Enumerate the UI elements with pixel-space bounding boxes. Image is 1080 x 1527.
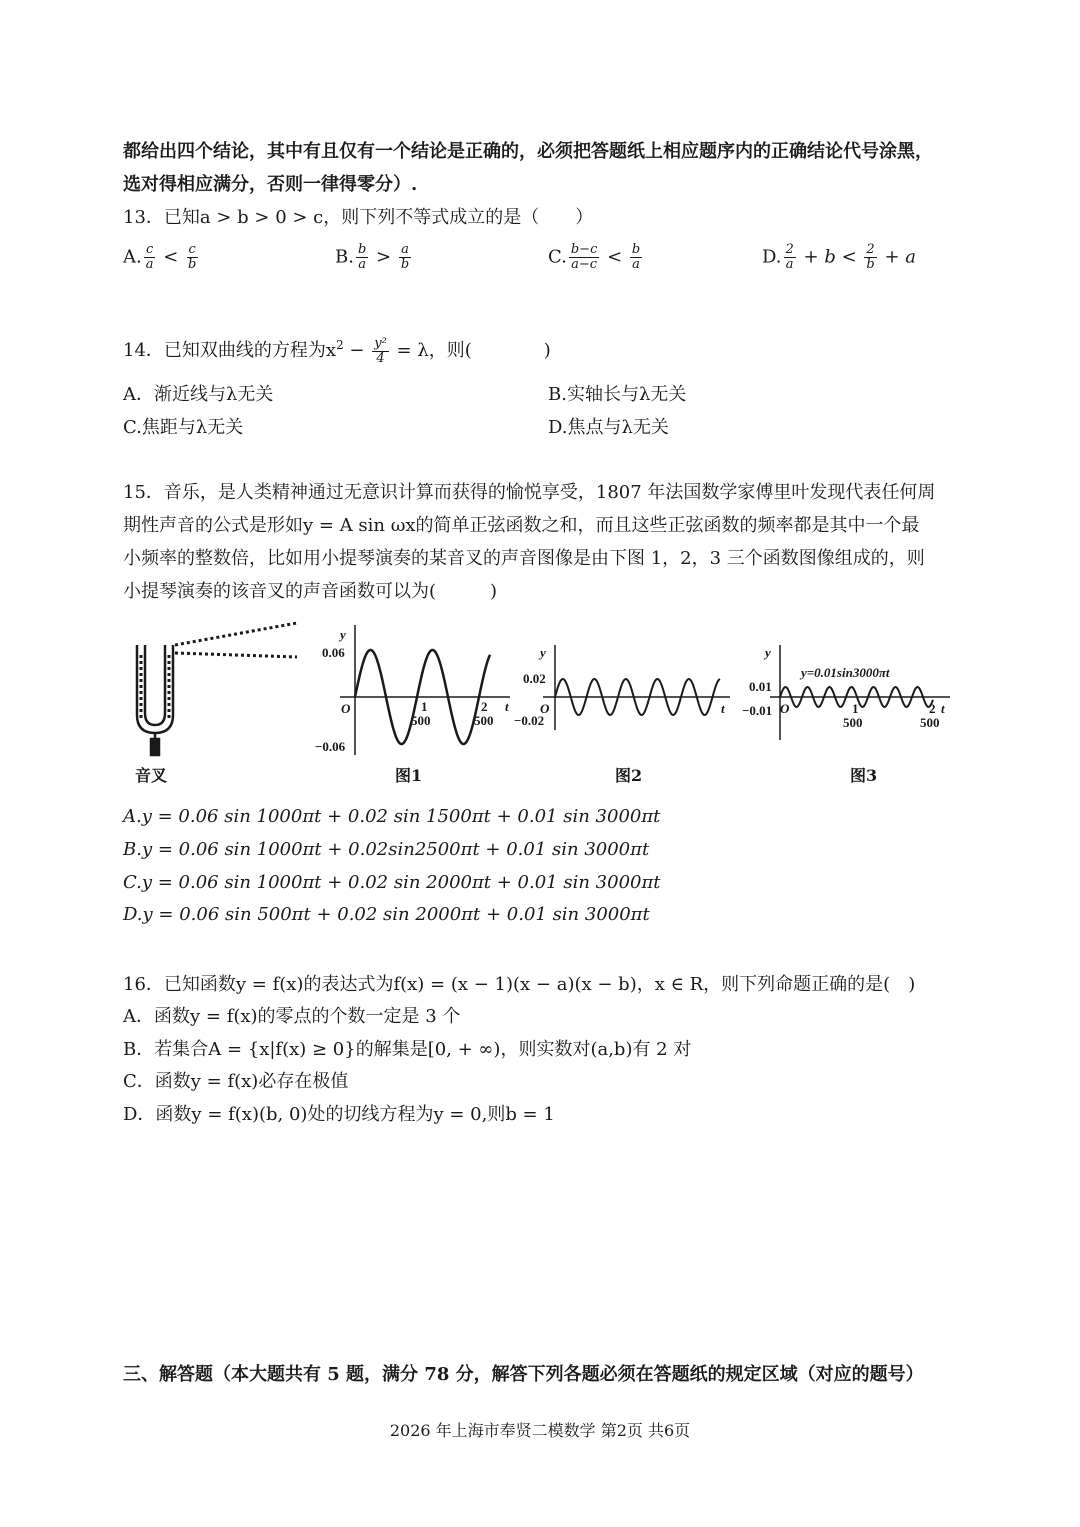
q13-option-d-label: D. [762,246,782,268]
section-3-heading: 三、解答题（本大题共有 5 题，满分 78 分，解答下列各题必须在答题纸的规定区域（对应的题号） [123,1364,924,1385]
q16-option-a: A．函数y = f(x)的零点的个数一定是 3 个 [123,1006,461,1027]
q15-line-3: 小频率的整数倍，比如用小提琴演奏的某音叉的声音图像是由下图 1，2，3 三个函数图像组成的，则 [123,548,925,569]
fig2-y-min: −0.02 [514,713,545,728]
fig1-tick2-num: 2 [481,699,488,714]
q13-option-b-label: B. [335,246,354,268]
q13-option-d: D. $\frac{2}{a}$ + b < $\frac{2}{b}$ + a [762,242,916,272]
fig2-label: 图2 [615,766,643,785]
fig3-tick1-num: 1 [852,701,859,716]
q16-option-c: C．函数y = f(x)必存在极值 [123,1071,349,1092]
q14-stem-pre: 14．已知双曲线的方程为x [123,340,337,361]
fig3-tick1-den: 500 [843,715,863,730]
fig1-y-min: −0.06 [315,739,346,754]
fig2-x-axis-label: t [721,701,725,716]
fig1-origin: O [341,701,351,716]
fig1-tick2-den: 500 [474,713,494,728]
page-footer: 2026 年上海市奉贤二模数学 第2页 共6页 [389,1421,691,1440]
fig1-y-axis-label: y [340,627,346,642]
fig3-label: 图3 [850,766,878,785]
q15-option-b: B.y = 0.06 sin 1000πt + 0.02sin2500πt + 0.01 sin 3000πt [123,839,650,860]
q16-option-d: D．函数y = f(x)(b, 0)处的切线方程为y = 0,则b = 1 [123,1104,555,1125]
intro-line-1: 都给出四个结论，其中有且仅有一个结论是正确的，必须把答题纸上相应题序内的正确结论代号涂黑， [123,141,933,162]
q15-option-a: A.y = 0.06 sin 1000πt + 0.02 sin 1500πt + 0.01 sin 3000πt [123,806,661,827]
tuning-fork-drawing [137,623,297,755]
fig2-y-max: 0.02 [523,671,546,686]
fig3-formula: y=0.01sin3000πt [801,665,890,680]
tuning-fork-label: 音叉 [135,766,168,785]
q15-line-2: 期性声音的公式是形如y = A sin ωx的简单正弦函数之和，而且这些正弦函数的频率都是其中一个最 [123,515,920,536]
q15-option-d: D.y = 0.06 sin 500πt + 0.02 sin 2000πt + 0.01 sin 3000πt [123,904,650,925]
q14-option-d: D.焦点与λ无关 [548,417,669,438]
fig2-origin: O [540,701,550,716]
q13-option-c: C. $\frac{b-c}{a-c}$ < $\frac{b}{a}$ [548,242,641,272]
q14-stem-post: = λ，则( ) [396,340,551,361]
intro-line-2: 选对得相应满分，否则一律得零分）. [123,174,418,195]
q15-line-1: 15．音乐，是人类精神通过无意识计算而获得的愉悦享受，1807 年法国数学家傅里叶发现代表任何周 [123,482,936,503]
fig1-tick1-num: 1 [421,699,428,714]
q14-option-b: B.实轴长与λ无关 [548,384,687,405]
q13-option-a: A. $\frac{c}{a}$ < $\frac{c}{b}$ [123,242,197,272]
q15-line-4: 小提琴演奏的该音叉的声音函数可以为( ) [123,581,498,602]
fig1-tick1-den: 500 [411,713,431,728]
q13-stem: 13．已知a > b > 0 > c，则下列不等式成立的是（ ） [123,207,594,228]
fig3-origin: O [780,701,790,716]
q16-option-b: B．若集合A = {x|f(x) ≥ 0}的解集是[0, + ∞)，则实数对(a,b)有 2 对 [123,1039,692,1060]
fig1-y-max: 0.06 [322,645,345,660]
q14-option-a: A．渐近线与λ无关 [123,384,274,405]
fig3-y-axis-label: y [765,645,771,660]
fig3-y-max: 0.01 [749,679,772,694]
fig1-label: 图1 [395,766,423,785]
fig3-tick2-num: 2 [929,701,936,716]
q14-option-c: C.焦距与λ无关 [123,417,244,438]
q15-option-c: C.y = 0.06 sin 1000πt + 0.02 sin 2000πt + 0.01 sin 3000πt [123,872,661,893]
q16-stem: 16．已知函数y = f(x)的表达式为f(x) = (x − 1)(x − a)(x − b)，x ∈ R，则下列命题正确的是( ) [123,974,916,995]
fig3-y-min: −0.01 [742,703,773,718]
q15-figures-svg [125,615,955,795]
fig1-x-axis-label: t [505,699,509,714]
fig2-y-axis-label: y [540,645,546,660]
q15-figures [125,615,955,795]
q13-option-b: B. $\frac{b}{a}$ > $\frac{a}{b}$ [335,242,410,272]
fig3-x-axis-label: t [941,701,945,716]
q14-stem: 14．已知双曲线的方程为$x^2$ − $\frac{\text{y²}}{4}$ = λ，则( ) [123,335,551,366]
fig3-tick2-den: 500 [920,715,940,730]
q13-option-c-label: C. [548,246,567,268]
q13-option-a-label: A. [123,246,142,268]
